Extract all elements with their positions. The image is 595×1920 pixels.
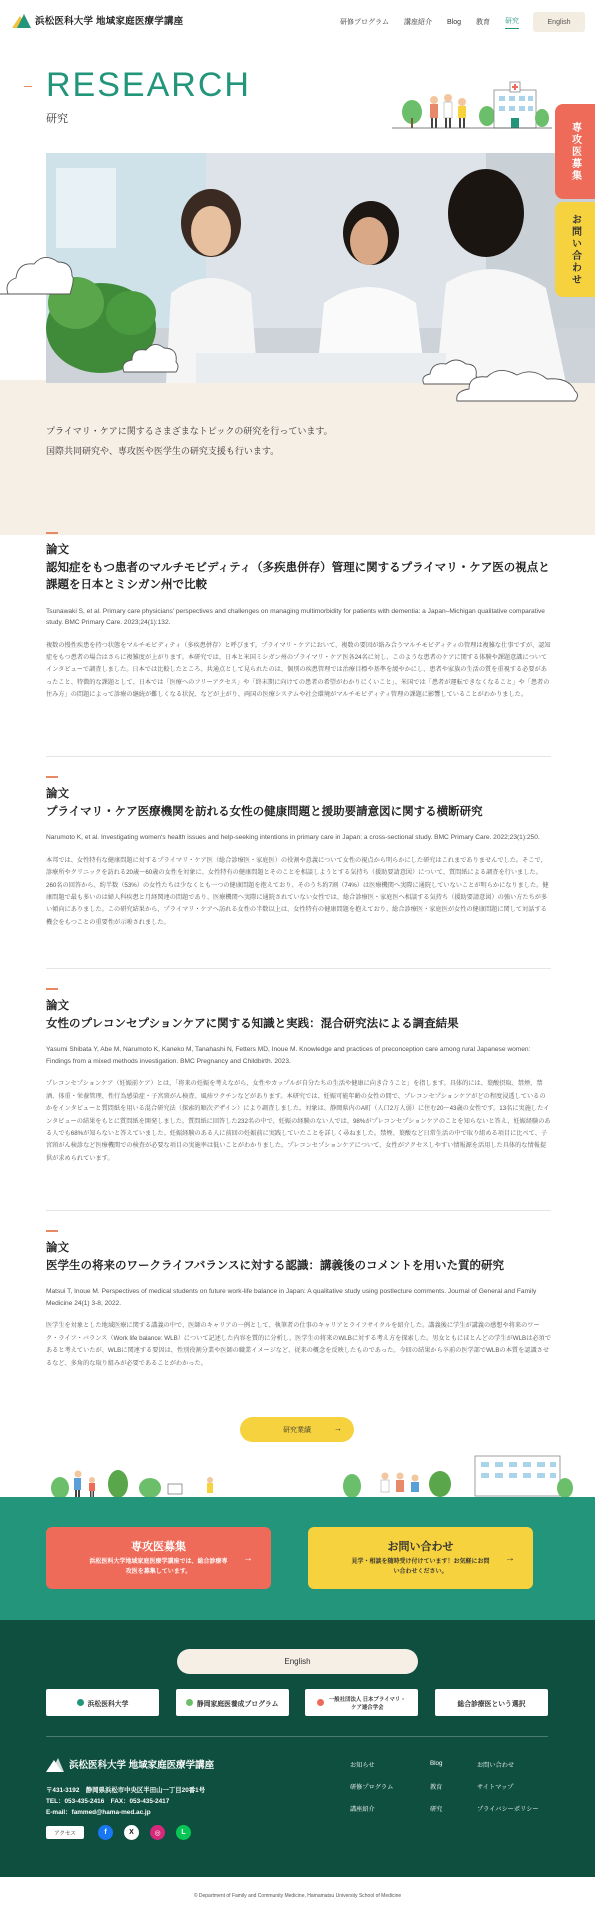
contact-cta-title: お問い合わせ — [387, 1541, 454, 1554]
nav-item-program[interactable]: 研修プログラム — [340, 19, 389, 26]
paper-body: プレコンセプションケア（妊娠前ケア）とは、「将来の妊娠を考えながら、女性やカップルが自分たちの生活や健康に向き合うこと」を指します。具体的には、葉酸摂取、禁煙、禁酒、体重・栄養管理、性行為感染症・子宮頸がん検査、風疹ワクチンなどがあります。本研究では、妊娠可能年齢の女性の間で、プレコンセプションケアがどの程度浸透しているのかをインタビューと質問紙を用いる混合研究法（探索的順次デザイン）により調査しました。対象は、静岡県内のA町（人口2万人弱）に住む20〜43歳の女性です。13名に実施したインタビューの結果をもとに質問紙を開発しました。質問紙に回答した232名の中で、妊娠の経験のない人では、98%がプレコンセプションケアのことを知らないと答え、妊娠経験のある人でも68%が知らないと答えていました。妊娠経験のある人に前回の妊娠前に実践していたことを詳しく尋ねました。禁煙、葉酸など日常生活の中で取り組める項目に比べて、子宮頸がん検診など医療機関での検査が必要な項目の実施率は低いことがわかりました。プレコンセプションケアについて、女性がアクセスしやすい情報源を活用した具体的な情報提供が求められています。 — [46, 1080, 551, 1162]
paper-body: 本邦では、女性特有な健康問題に対するプライマリ・ケア医（総合診療医・家庭医）の役割や意義について女性の視点から明らかにした研究はこれまでありませんでした。そこで、診療所やクリニックを訪れる20歳〜60歳の女性を対象に、女性特有の健康問題とそのことを相談しようとする気持ち（援助要請意図）について、質問紙による調査を行いました。260名の回答から、約半数（53%）の女性たちは少なくとも一つの健康問題を抱えており、そのうち約7割（74%）は医療機関へ実際に通院していないことが明らかになりました。健康問題で最も多いのは婦人科疾患と月経関連の問題であり、医療機関へ実際に通院されていない女性では、総合診療医・家庭医へ相談する気持ち（援助要請意図）の強い方たちが多い傾向にありました。この研究結果から、プライマリ・ケアへ訪れる女性の半数以上は、女性特有の健康問題を抱えており、総合診療医・家庭医が女性の健康問題に関して対話する機会をもつことの重要性が示唆されました。 — [46, 856, 549, 926]
hospital-illustration — [392, 78, 552, 132]
paper-tag: 論文 — [46, 544, 69, 556]
paper-tag: 論文 — [46, 1000, 69, 1012]
banner-shizuoka-program[interactable] — [176, 1689, 289, 1716]
x-icon[interactable]: X — [124, 1825, 139, 1840]
paper-citation: Narumoto K, et al. Investigating women's health issues and help-seeking intentions in primary care in Japan: a cross-sectional study. BMC Primary Care. 2022;23(1):250. — [46, 834, 540, 842]
arrow-right-icon: → — [334, 1424, 342, 1433]
footer-logo-text: 浜松医科大学 地域家庭医療学講座 — [69, 1760, 215, 1771]
contact-cta-sub: 見学・相談を随時受け付けています！お気軽にお問い合わせください。 — [351, 1559, 490, 1575]
paper-title: プライマリ・ケア医療機関を訪れる女性の健康問題と援助要請意図に関する横断研究 — [46, 806, 483, 818]
paper-body: 医学生を対象とした地域医療に関する講義の中で、医師のキャリアの一例として、執筆者の仕事のキャリアとライフサイクルを紹介した。講義後に学生が講義の感想や将来のワーク・ライフ・バランス（Work life balance: WLB）について記述した内容を質的に分析し、医学生の将来のWLBに対する考え方を探索した。男女ともにほとんどの学生がWLBは必須であると考えていたが、WLBに関連する要因は、性別役割分業や医師の職業イメージなど、従来の概念を反映したものであった。今回の結果から卒前の医学部でWLBの本質を認識させるなど、多角的な取り組みが必要であることがわかった。 — [46, 1322, 551, 1367]
footer-english-button[interactable]: English — [177, 1649, 418, 1674]
banner-hamamatsu-university[interactable] — [46, 1689, 159, 1716]
access-button[interactable]: アクセス — [46, 1826, 84, 1839]
footer-divider — [46, 1736, 548, 1737]
cloud-left-icon — [0, 250, 75, 298]
side-tab-recruit[interactable]: 専攻医募集 — [555, 104, 595, 199]
hero-band — [0, 380, 595, 535]
main-nav — [325, 12, 585, 32]
paper-tag: 論文 — [46, 788, 69, 800]
footer-link-sitemap[interactable]: サイトマップ — [477, 1784, 514, 1791]
paper-citation: Yasumi Shibata Y, Abe M, Narumoto K, Kaneko M, Tanahashi N, Fetters MD, Inoue M. Knowledge and practices of preconception care among rural Japanese women: Findings from a mixed methods investigation. BMC Pregnancy and Childbirth. 2023. — [46, 1046, 531, 1065]
english-button[interactable]: English — [533, 12, 585, 32]
paper-title: 医学生の将来のワークライフバランスに対する認識：講義後のコメントを用いた質的研究 — [46, 1260, 505, 1272]
paper-accent-line — [46, 1230, 58, 1232]
recruit-cta-sub: 浜松医科大学地域家庭医療学講座では、総合診療専攻医を募集しています。 — [89, 1559, 228, 1575]
paper-accent-line — [46, 532, 58, 534]
banner-label: 総合診療医という選択 — [457, 1700, 526, 1708]
paper-accent-line — [46, 776, 58, 778]
research-achievements-button[interactable] — [240, 1417, 354, 1442]
cloud-far-right-icon — [455, 365, 580, 403]
nav-item-blog[interactable]: Blog — [446, 18, 461, 26]
paper-body: 複数の慢性疾患を持つ状態をマルチモビディティ（多疾患併存）と呼びます。プライマリ・ケアにおいて、複数の要因が絡み合うマルチモビディティの管理は複雑な仕事ですが、認知症をもつ患者の場合はさらに複雑度が上がります。本研究では、日本と米国ミシガン州のプライマリ・ケア医各24名に対し、このような患者のケアに関する体験や課題意識についてインタビューで調査しました。日本では比較したところ、共通点として見られたのは、個別の疾患管理では治療目標や基準を緩やかにし、患者や家族の生活の質を重視する必要があったこと、特徴的な課題として、日本では「医療へのフリーアクセス」や「終末期に向けての患者の希望がわかりにくいこと」、米国では「患者が運転できなくなること」や「患者の住み方」の問題によって診療の継続が難しくなる状況、などが上がり、両国の医療システムや社会環境がマルチモビディティ管理の課題に影響していることがわかりました。 — [46, 641, 551, 699]
footer-banner-list — [46, 1689, 548, 1716]
logo-mark-icon — [12, 12, 30, 28]
instagram-icon[interactable]: ◎ — [150, 1825, 165, 1840]
banner-logo-icon — [186, 1699, 193, 1706]
paper-item-3 — [46, 988, 551, 1165]
arrow-right-icon: → — [243, 1553, 253, 1564]
paper-title: 認知症をもつ患者のマルチモビディティ（多疾患併存）管理に関するプライマリ・ケア医の視点と課題を日本とミシガン州で比較 — [46, 562, 550, 592]
banner-logo-icon — [317, 1699, 324, 1706]
footer-email-line: E-mail：fammed@hama-med.ac.jp — [46, 1809, 151, 1817]
footer-link-research[interactable]: 研究 — [430, 1806, 443, 1813]
footer-address — [46, 1785, 205, 1819]
footer-logo-icon — [46, 1756, 64, 1772]
page-title: RESEARCH — [46, 66, 251, 104]
footer-town-illustration — [0, 1448, 595, 1500]
paper-accent-line — [46, 988, 58, 990]
site-header — [0, 0, 595, 40]
side-tab-contact[interactable]: お問い合わせ — [555, 202, 595, 297]
footer-tel-line: TEL：053-435-2416 FAX：053-435-2417 — [46, 1798, 170, 1806]
paper-item-4 — [46, 1230, 551, 1370]
footer-address-line: 〒431-3192 静岡県浜松市中央区半田山一丁目20番1号 — [46, 1787, 206, 1794]
paper-citation: Matsui T, Inoue M. Perspectives of medical students on future work-life balance in Japan: A qualitative study using postlecture comments. Journal of General and Family Medicine 24(1) 3-8, 2022. — [46, 1288, 537, 1307]
banner-label: 浜松医科大学 — [87, 1700, 129, 1708]
recruit-cta-button[interactable] — [46, 1527, 271, 1589]
paper-item-2 — [46, 776, 551, 929]
hero-description-1: プライマリ・ケアに関するさまざまなトピックの研究を行っています。 — [46, 426, 333, 436]
facebook-icon[interactable]: f — [98, 1825, 113, 1840]
paper-divider — [46, 968, 551, 969]
site-footer — [0, 1497, 595, 1877]
paper-divider — [46, 756, 551, 757]
site-logo[interactable] — [12, 12, 183, 28]
paper-divider — [46, 1210, 551, 1211]
copyright: © Department of Family and Community Medicine, Hamamatsu University School of Medicine — [193, 1893, 402, 1899]
hero-accent-line — [24, 86, 32, 87]
paper-citation: Tsunawaki S, et al. Primary care physicians' perspectives and challenges on managing multimorbidity for patients with dementia: a Japan–Michigan qualitative comparative study. BMC Primary Care. 2023;24(1):132. — [46, 607, 545, 627]
cloud-mid-icon — [120, 340, 180, 374]
arrow-right-icon: → — [505, 1553, 515, 1564]
nav-item-education[interactable]: 教育 — [476, 19, 490, 26]
hero-description-2: 国際共同研究や、専攻医や医学生の研究支援も行います。 — [46, 446, 280, 456]
footer-link-education[interactable]: 教育 — [430, 1784, 443, 1791]
footer-logo[interactable] — [46, 1756, 214, 1772]
footer-link-blog[interactable]: Blog — [430, 1760, 443, 1767]
footer-link-privacy[interactable]: プライバシーポリシー — [477, 1806, 539, 1813]
recruit-cta-title: 専攻医募集 — [131, 1541, 186, 1554]
paper-item-1 — [46, 532, 551, 702]
footer-link-contact[interactable]: お問い合わせ — [477, 1762, 515, 1769]
paper-tag: 論文 — [46, 1242, 69, 1254]
paper-title: 女性のプレコンセプションケアに関する知識と実践：混合研究法による調査結果 — [46, 1018, 459, 1030]
logo-text: 浜松医科大学 地域家庭医療学講座 — [35, 16, 184, 27]
line-icon[interactable]: L — [176, 1825, 191, 1840]
contact-cta-button[interactable] — [308, 1527, 533, 1589]
banner-logo-icon — [77, 1699, 84, 1706]
footer-cta-area — [0, 1497, 595, 1620]
nav-item-research[interactable]: 研究 — [505, 16, 519, 29]
banner-label: 一般社団法人 日本プライマリ・ケア連合学会 — [328, 1696, 406, 1711]
footer-link-news[interactable]: お知らせ — [350, 1762, 375, 1769]
footer-link-about[interactable]: 講座紹介 — [350, 1806, 375, 1813]
banner-primary-care-association[interactable] — [305, 1689, 418, 1716]
research-button-label: 研究業績 — [283, 1426, 311, 1434]
page-subtitle: 研究 — [46, 113, 68, 125]
footer-link-program[interactable]: 研修プログラム — [350, 1784, 394, 1791]
banner-general-practice-choice[interactable] — [435, 1689, 548, 1716]
banner-label: 静岡家庭医養成プログラム — [196, 1700, 279, 1708]
nav-item-about[interactable]: 講座紹介 — [403, 19, 432, 26]
